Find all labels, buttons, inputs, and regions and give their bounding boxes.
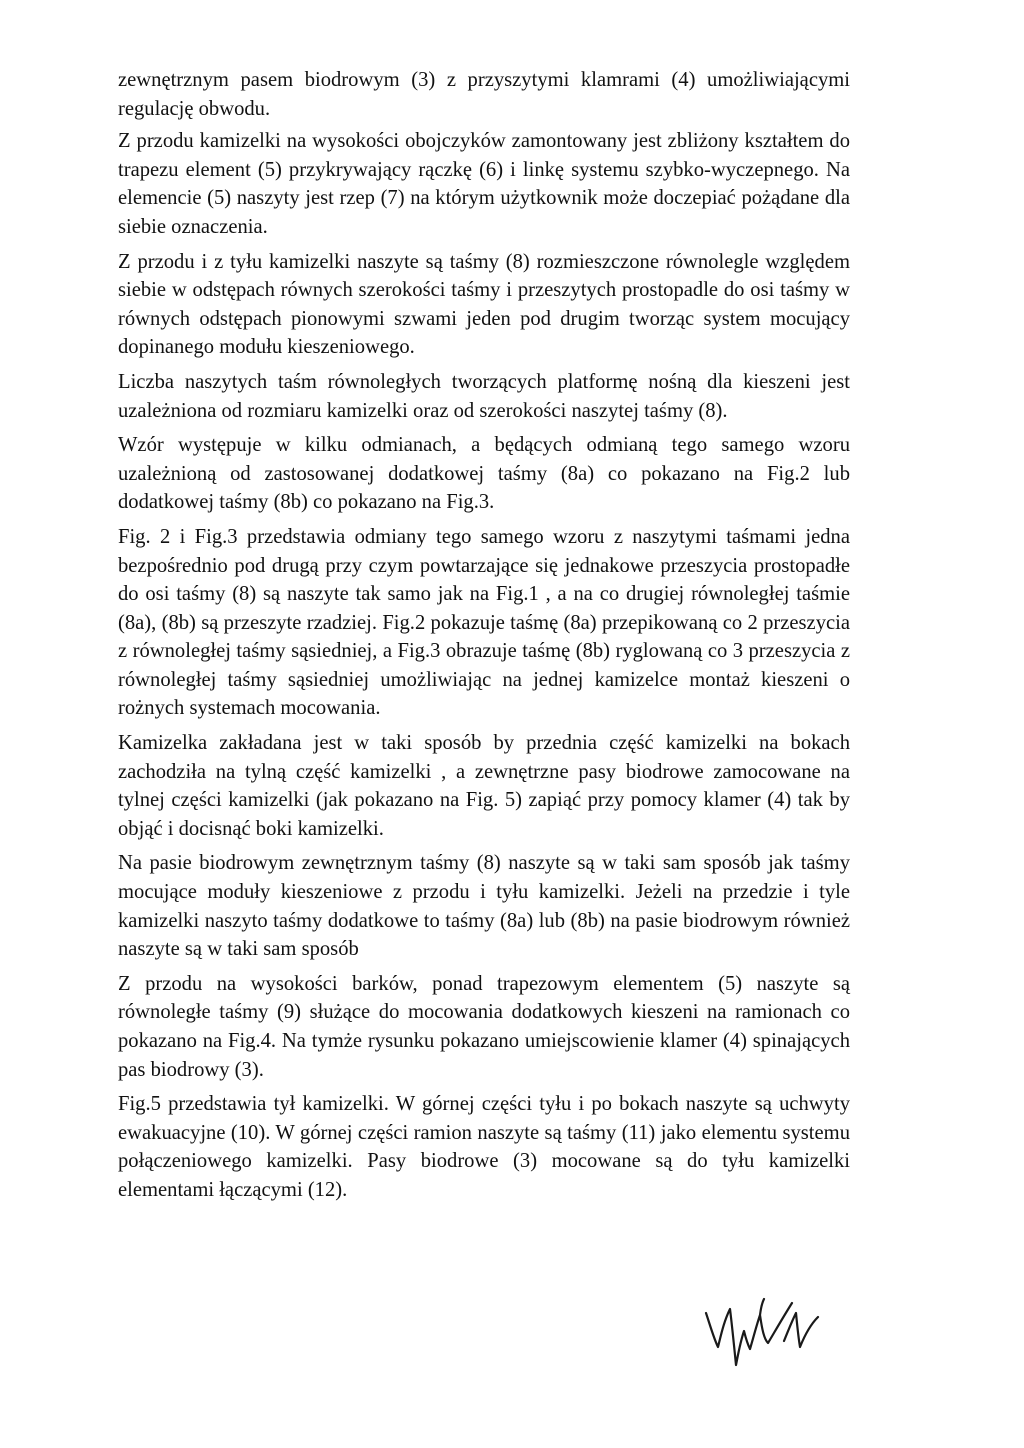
paragraph-8: Na pasie biodrowym zewnętrznym taśmy (8) naszyte są w taki sam sposób jak taśmy mocujące moduły kieszeniowe z przodu i tyłu kamizelki. Jeżeli na przedzie i tyle kamizelki naszyto taśmy dodatkowe to taśmy (8a) lub (8b) na pasie biodrowym również naszyte są w taki sam sposób	[118, 852, 850, 961]
paragraph-7: Kamizelka zakładana jest w taki sposób by przednia część kamizelki na bokach zachodziła na tylną część kamizelki , a zewnętrzne pasy biodrowe zamocowane na tylnej części kamizelki (jak pokazano na Fig. 5) zapiąć przy pomocy klamer (4) tak by objąć i docisnąć boki kamizelki.	[118, 732, 850, 840]
paragraph-10: Fig.5 przedstawia tył kamizelki. W górnej części tyłu i po bokach naszyte są uchwyty ewakuacyjne (10). W górnej części ramion naszyte są taśmy (11) jako elementu systemu połączeniowego kamizelki. Pasy biodrowe (3) mocowane są do tyłu kamizelki elementami łączącymi (12).	[118, 1093, 850, 1201]
paragraph-4: Liczba naszytych taśm równoległych tworzących platformę nośną dla kieszeni jest uzależniona od rozmiaru kamizelki oraz od szerokości naszytej taśmy (8).	[118, 370, 850, 422]
paragraph-2: Z przodu kamizelki na wysokości obojczyków zamontowany jest zbliżony kształtem do trapezu element (5) przykrywający rączkę (6) i linkę systemu szybko-wyczepnego. Na elemencie (5) naszyty jest rzep (7) na którym użytkownik może doczepiać pożądane dla siebie oznaczenia.	[118, 130, 850, 238]
paragraph-9: Z przodu na wysokości barków, ponad trapezowym elementem (5) naszyte są równoległe taśmy (9) służące do mocowania dodatkowych kieszeni na ramionach co pokazano na Fig.4. Na tymże rysunku pokazano umiejscowienie klamer (4) spinających pas biodrowy (3).	[118, 972, 850, 1081]
paragraph-3: Z przodu i z tyłu kamizelki naszyte są taśmy (8) rozmieszczone równolegle względem siebie w odstępach równych szerokości taśmy i przeszytych prostopadle do osi taśmy w równych odstępach pionowymi szwami jeden pod drugim tworząc system mocujący dopinanego modułu kieszeniowego.	[118, 250, 850, 359]
paragraph-5: Wzór występuje w kilku odmianach, a będących odmianą tego samego wzoru uzależnioną od zastosowanej dodatkowej taśmy (8a) co pokazano na Fig.2 lub dodatkowej taśmy (8b) co pokazano na Fig.3.	[118, 434, 850, 514]
document-body	[118, 66, 850, 1211]
signature-drawing	[700, 1295, 830, 1375]
paragraph-1: zewnętrznym pasem biodrowym (3) z przyszytymi klamrami (4) umożliwiającymi regulację obwodu.	[118, 69, 850, 120]
handwritten-signature-icon	[700, 1295, 830, 1375]
paragraph-6: Fig. 2 i Fig.3 przedstawia odmiany tego samego wzoru z naszytymi taśmami jedna bezpośrednio pod drugą przy czym powtarzające się jednakowe przeszycia prostopadłe do osi taśmy (8) są naszyte tak samo jak na Fig.1 , a na co drugiej równoległej taśmie (8a), (8b) są przeszyte rzadziej. Fig.2 pokazuje taśmę (8a) przepikowaną co 2 przeszycia z równoległej taśmy sąsiedniej, a Fig.3 obrazuje taśmę (8b) ryglowaną co 3 przeszycia z równoległej taśmy sąsiedniej umożliwiając na jednej kamizelce montaż kieszeni o rożnych systemach mocowania.	[118, 525, 850, 720]
